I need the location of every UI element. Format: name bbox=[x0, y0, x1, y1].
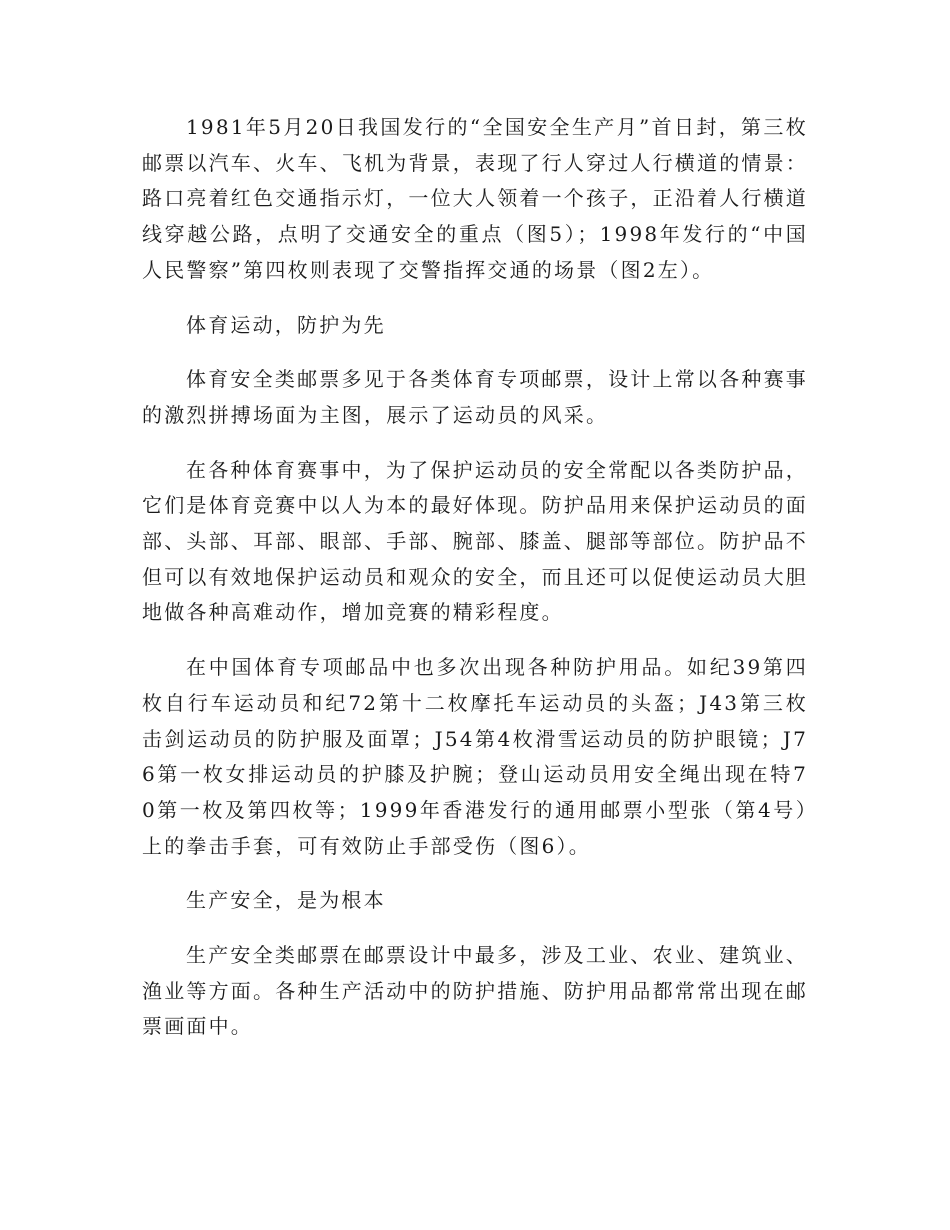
paragraph-sports-intro: 体育安全类邮票多见于各类体育专项邮票，设计上常以各种赛事的激烈拼搏场面为主图，展示了运动员的风采。 bbox=[142, 367, 808, 427]
section-heading-production: 生产安全，是为根本 bbox=[186, 888, 386, 913]
article-body bbox=[142, 110, 808, 1064]
section-heading-sports: 体育运动，防护为先 bbox=[186, 312, 386, 337]
paragraph-sports-stamps: 在中国体育专项邮品中也多次出现各种防护用品。如纪39第四枚自行车运动员和纪72第十二枚摩托车运动员的头盔；J43第三枚击剑运动员的防护服及面罩；J54第4枚滑雪运动员的防护眼镜；J76第一枚女排运动员的护膝及护腕；登山运动员用安全绳出现在特70第一枚及第四枚等；1999年香港发行的通用邮票小型张（第4号）上的拳击手套，可有效防止手部受伤（图6）。 bbox=[142, 655, 808, 858]
paragraph-protective-gear: 在各种体育赛事中，为了保护运动员的安全常配以各类防护品，它们是体育竞赛中以人为本的最好体现。防护品用来保护运动员的面部、头部、耳部、眼部、手部、腕部、膝盖、腿部等部位。防护品不但可以有效地保护运动员和观众的安全，而且还可以促使运动员大胆地做各种高难动作，增加竞赛的精彩程度。 bbox=[142, 457, 808, 625]
paragraph-production-safety: 生产安全类邮票在邮票设计中最多，涉及工业、农业、建筑业、渔业等方面。各种生产活动中的防护措施、防护用品都常常出现在邮票画面中。 bbox=[142, 943, 808, 1039]
paragraph-traffic-safety: 1981年5月20日我国发行的“全国安全生产月”首日封，第三枚邮票以汽车、火车、飞机为背景，表现了行人穿过人行横道的情景：路口亮着红色交通指示灯，一位大人领着一个孩子，正沿着人行横道线穿越公路，点明了交通安全的重点（图5）；1998年发行的“中国人民警察”第四枚则表现了交警指挥交通的场景（图2左）。 bbox=[142, 115, 808, 282]
